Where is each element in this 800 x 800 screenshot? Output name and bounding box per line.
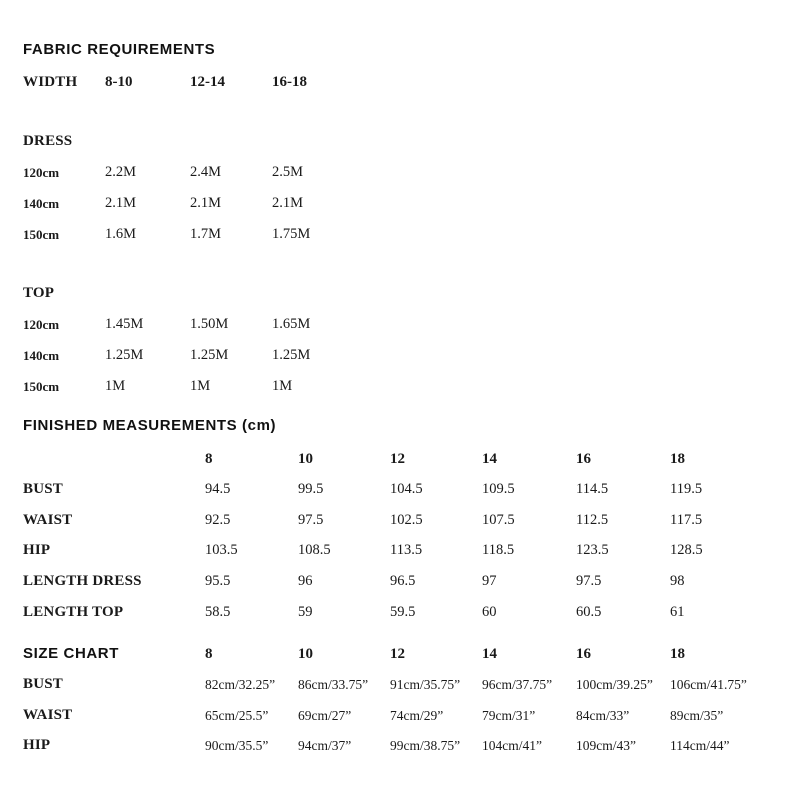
sc-hip-18: 114cm/44”: [670, 738, 730, 753]
sc-bust-10: 86cm/33.75”: [298, 677, 369, 692]
fm-hip-12: 113.5: [390, 542, 423, 558]
fabric-dress-140-12-14: 2.1M: [190, 195, 222, 211]
fm-length-top-14: 60: [482, 604, 497, 620]
fm-hip-14: 118.5: [482, 542, 515, 558]
fm-bust-10: 99.5: [298, 481, 324, 497]
fabric-dress-150-8-10: 1.6M: [105, 226, 137, 242]
fabric-width-label: WIDTH: [23, 74, 78, 90]
fm-size-column-0: 8: [205, 451, 213, 467]
table-row: BUST: [23, 676, 63, 692]
size-chart-heading: SIZE CHART: [23, 645, 119, 662]
fm-waist-16: 112.5: [576, 512, 609, 528]
sc-bust-8: 82cm/32.25”: [205, 677, 276, 692]
fabric-dress-150-16-18: 1.75M: [272, 226, 311, 242]
table-row: 150cm: [23, 227, 60, 242]
fabric-top-150-8-10: 1M: [105, 378, 126, 394]
table-row: HIP: [23, 542, 51, 558]
sc-waist-8: 65cm/25.5”: [205, 708, 269, 723]
fabric-dress-120-12-14: 2.4M: [190, 164, 222, 180]
table-row: LENGTH DRESS: [23, 573, 142, 589]
fabric-size-column-2: 16-18: [272, 74, 307, 90]
fm-waist-18: 117.5: [670, 512, 703, 528]
fm-length-dress-14: 97: [482, 573, 497, 589]
fm-length-top-12: 59.5: [390, 604, 416, 620]
sc-waist-18: 89cm/35”: [670, 708, 724, 723]
fm-bust-12: 104.5: [390, 481, 423, 497]
fabric-requirements-heading: FABRIC REQUIREMENTS: [23, 41, 216, 58]
fm-length-dress-10: 96: [298, 573, 313, 589]
fabric-size-column-1: 12-14: [190, 74, 225, 90]
sc-size-column-4: 16: [576, 646, 591, 662]
fm-length-top-18: 61: [670, 604, 685, 620]
sc-size-column-1: 10: [298, 646, 313, 662]
fm-bust-8: 94.5: [205, 481, 231, 497]
table-row: WAIST: [23, 512, 73, 528]
fm-hip-8: 103.5: [205, 542, 238, 558]
fm-waist-14: 107.5: [482, 512, 515, 528]
fm-bust-14: 109.5: [482, 481, 515, 497]
fm-length-top-10: 59: [298, 604, 313, 620]
table-row: WAIST: [23, 707, 73, 723]
fabric-dress-150-12-14: 1.7M: [190, 226, 222, 242]
fm-length-dress-12: 96.5: [390, 573, 416, 589]
table-row: 150cm: [23, 379, 60, 394]
fabric-dress-120-16-18: 2.5M: [272, 164, 304, 180]
fabric-dress-120-8-10: 2.2M: [105, 164, 137, 180]
fabric-group-top-title: TOP: [23, 285, 55, 301]
table-row: BUST: [23, 481, 63, 497]
fm-length-top-8: 58.5: [205, 604, 231, 620]
sc-waist-16: 84cm/33”: [576, 708, 630, 723]
sc-size-column-5: 18: [670, 646, 685, 662]
sc-size-column-3: 14: [482, 646, 497, 662]
sc-hip-12: 99cm/38.75”: [390, 738, 461, 753]
fm-waist-8: 92.5: [205, 512, 231, 528]
fm-size-column-2: 12: [390, 451, 405, 467]
sc-waist-10: 69cm/27”: [298, 708, 352, 723]
fm-bust-16: 114.5: [576, 481, 609, 497]
sc-hip-16: 109cm/43”: [576, 738, 636, 753]
fm-waist-10: 97.5: [298, 512, 324, 528]
sc-bust-14: 96cm/37.75”: [482, 677, 553, 692]
table-row: 120cm: [23, 317, 60, 332]
fm-size-column-3: 14: [482, 451, 497, 467]
fm-length-top-16: 60.5: [576, 604, 602, 620]
table-row: LENGTH TOP: [23, 604, 124, 620]
fabric-top-140-16-18: 1.25M: [272, 347, 311, 363]
fabric-dress-140-16-18: 2.1M: [272, 195, 304, 211]
sc-bust-12: 91cm/35.75”: [390, 677, 461, 692]
fm-hip-18: 128.5: [670, 542, 703, 558]
fm-hip-16: 123.5: [576, 542, 609, 558]
fm-size-column-5: 18: [670, 451, 685, 467]
sc-waist-14: 79cm/31”: [482, 708, 536, 723]
sc-bust-16: 100cm/39.25”: [576, 677, 653, 692]
sc-bust-18: 106cm/41.75”: [670, 677, 747, 692]
fm-length-dress-16: 97.5: [576, 573, 602, 589]
sc-hip-14: 104cm/41”: [482, 738, 542, 753]
fm-waist-12: 102.5: [390, 512, 423, 528]
fabric-dress-140-8-10: 2.1M: [105, 195, 137, 211]
sc-size-column-2: 12: [390, 646, 405, 662]
table-row: 140cm: [23, 196, 60, 211]
finished-measurements-heading: FINISHED MEASUREMENTS (cm): [23, 417, 277, 434]
sc-hip-8: 90cm/35.5”: [205, 738, 269, 753]
sc-size-column-0: 8: [205, 646, 213, 662]
table-row: 120cm: [23, 165, 60, 180]
fm-size-column-1: 10: [298, 451, 313, 467]
fabric-size-column-0: 8-10: [105, 74, 133, 90]
table-row: HIP: [23, 737, 51, 753]
fm-bust-18: 119.5: [670, 481, 703, 497]
fabric-group-dress-title: DRESS: [23, 133, 73, 149]
fabric-top-150-12-14: 1M: [190, 378, 211, 394]
fabric-top-150-16-18: 1M: [272, 378, 293, 394]
fabric-top-120-8-10: 1.45M: [105, 316, 144, 332]
fm-length-dress-8: 95.5: [205, 573, 231, 589]
fabric-top-140-12-14: 1.25M: [190, 347, 229, 363]
sc-hip-10: 94cm/37”: [298, 738, 352, 753]
sc-waist-12: 74cm/29”: [390, 708, 444, 723]
fabric-top-120-16-18: 1.65M: [272, 316, 311, 332]
fm-hip-10: 108.5: [298, 542, 331, 558]
fm-size-column-4: 16: [576, 451, 591, 467]
fm-length-dress-18: 98: [670, 573, 685, 589]
fabric-top-120-12-14: 1.50M: [190, 316, 229, 332]
table-row: 140cm: [23, 348, 60, 363]
fabric-top-140-8-10: 1.25M: [105, 347, 144, 363]
